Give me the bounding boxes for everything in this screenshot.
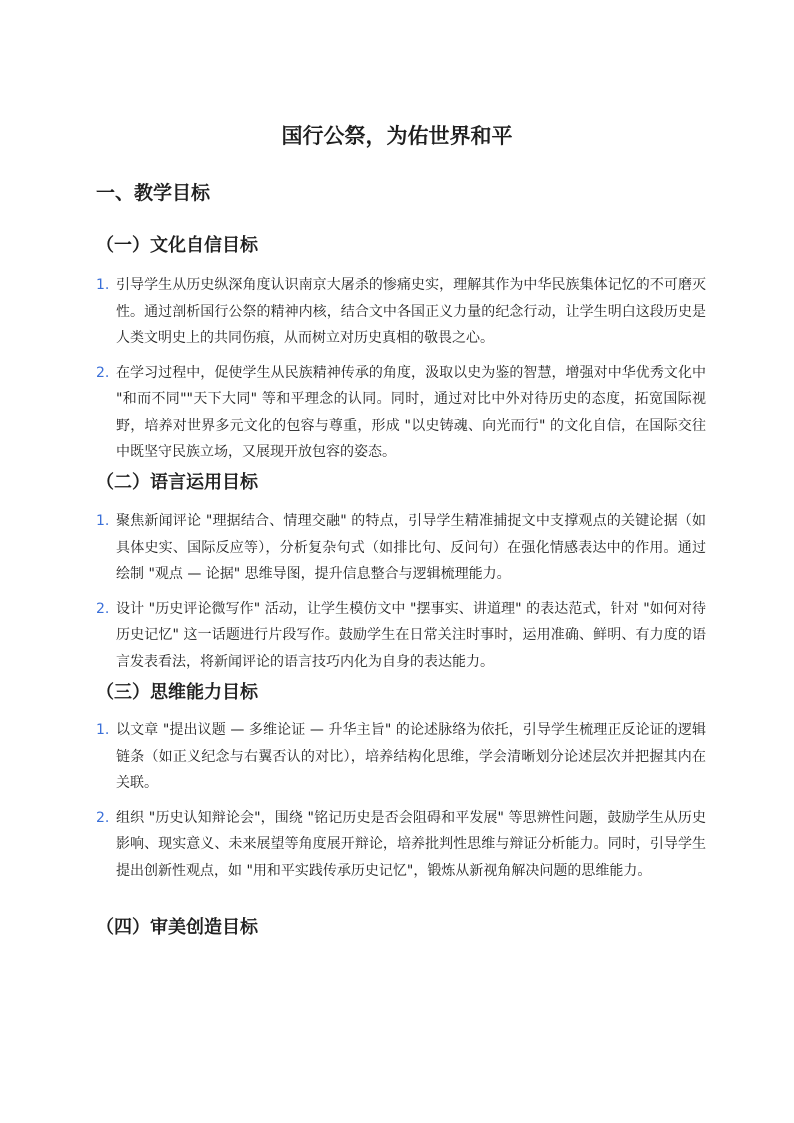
- language-use-list: [96, 508, 706, 683]
- list-item: [96, 805, 706, 885]
- subsection-heading-cultural-confidence: （一）文化自信目标: [96, 235, 258, 256]
- list-item-text: 组织 "历史认知辩论会"，围绕 "铭记历史是否会阻碍和平发展" 等思辨性问题，鼓励学生从历史影响、现实意义、未来展望等角度展开辩论，培养批判性思维与辩证分析能力。同时，引导学生提出创新性观点，如 "用和平实践传承历史记忆"，锻炼从新视角解决问题的思维能力。: [116, 809, 706, 879]
- document-title: 国行公祭，为佑世界和平: [281, 124, 513, 148]
- subsection-heading-language-use: （二）语言运用目标: [96, 472, 258, 493]
- list-number: 2.: [96, 364, 110, 381]
- list-item: [96, 360, 706, 466]
- list-item-text: 设计 "历史评论微写作" 活动，让学生模仿文中 "摆事实、讲道理" 的表达范式，针对 "如何对待历史记忆" 这一话题进行片段写作。鼓励学生在日常关注时事时，运用准确、鲜明、有力度的语言发表看法，将新闻评论的语言技巧内化为自身的表达能力。: [116, 600, 706, 670]
- list-item: [96, 596, 706, 676]
- list-item-text: 在学习过程中，促使学生从民族精神传承的角度，汲取以史为鉴的智慧，增强对中华优秀文化中 "和而不同""天下大同" 等和平理念的认同。同时，通过对比中外对待历史的态度，拓宽国际视野，培养对世界多元文化的包容与尊重，形成 "以史铸魂、向光而行" 的文化自信，在国际交往中既坚守民族立场，又展现开放包容的姿态。: [116, 364, 706, 460]
- list-number: 2.: [96, 809, 110, 826]
- list-item-text: 引导学生从历史纵深角度认识南京大屠杀的惨痛史实，理解其作为中华民族集体记忆的不可磨灭性。通过剖析国行公祭的精神内核，结合文中各国正义力量的纪念行动，让学生明白这段历史是人类文明史上的共同伤痕，从而树立对历史真相的敬畏之心。: [116, 277, 706, 346]
- list-number: 1.: [96, 513, 110, 529]
- subsection-heading-thinking-ability: （三）思维能力目标: [96, 682, 258, 703]
- list-item: [96, 508, 706, 588]
- cultural-confidence-list: [96, 272, 706, 474]
- list-item: [96, 717, 706, 797]
- list-item: [96, 272, 706, 352]
- subsection-heading-aesthetic-creation: （四）审美创造目标: [96, 917, 258, 938]
- list-number: 1.: [96, 277, 110, 293]
- section-heading-teaching-goals: 一、教学目标: [96, 182, 211, 204]
- thinking-ability-list: [96, 717, 706, 892]
- list-item-text: 以文章 "提出议题 — 多维论证 — 升华主旨" 的论述脉络为依托，引导学生梳理正反论证的逻辑链条（如正义纪念与右翼否认的对比），培养结构化思维，学会清晰划分论述层次并把握其内在关联。: [116, 722, 706, 791]
- list-item-text: 聚焦新闻评论 "理据结合、情理交融" 的特点，引导学生精准捕捉文中支撑观点的关键论据（如具体史实、国际反应等），分析复杂句式（如排比句、反问句）在强化情感表达中的作用。通过绘制 "观点 — 论据" 思维导图，提升信息整合与逻辑梳理能力。: [116, 513, 706, 582]
- list-number: 1.: [96, 722, 110, 738]
- list-number: 2.: [96, 600, 110, 617]
